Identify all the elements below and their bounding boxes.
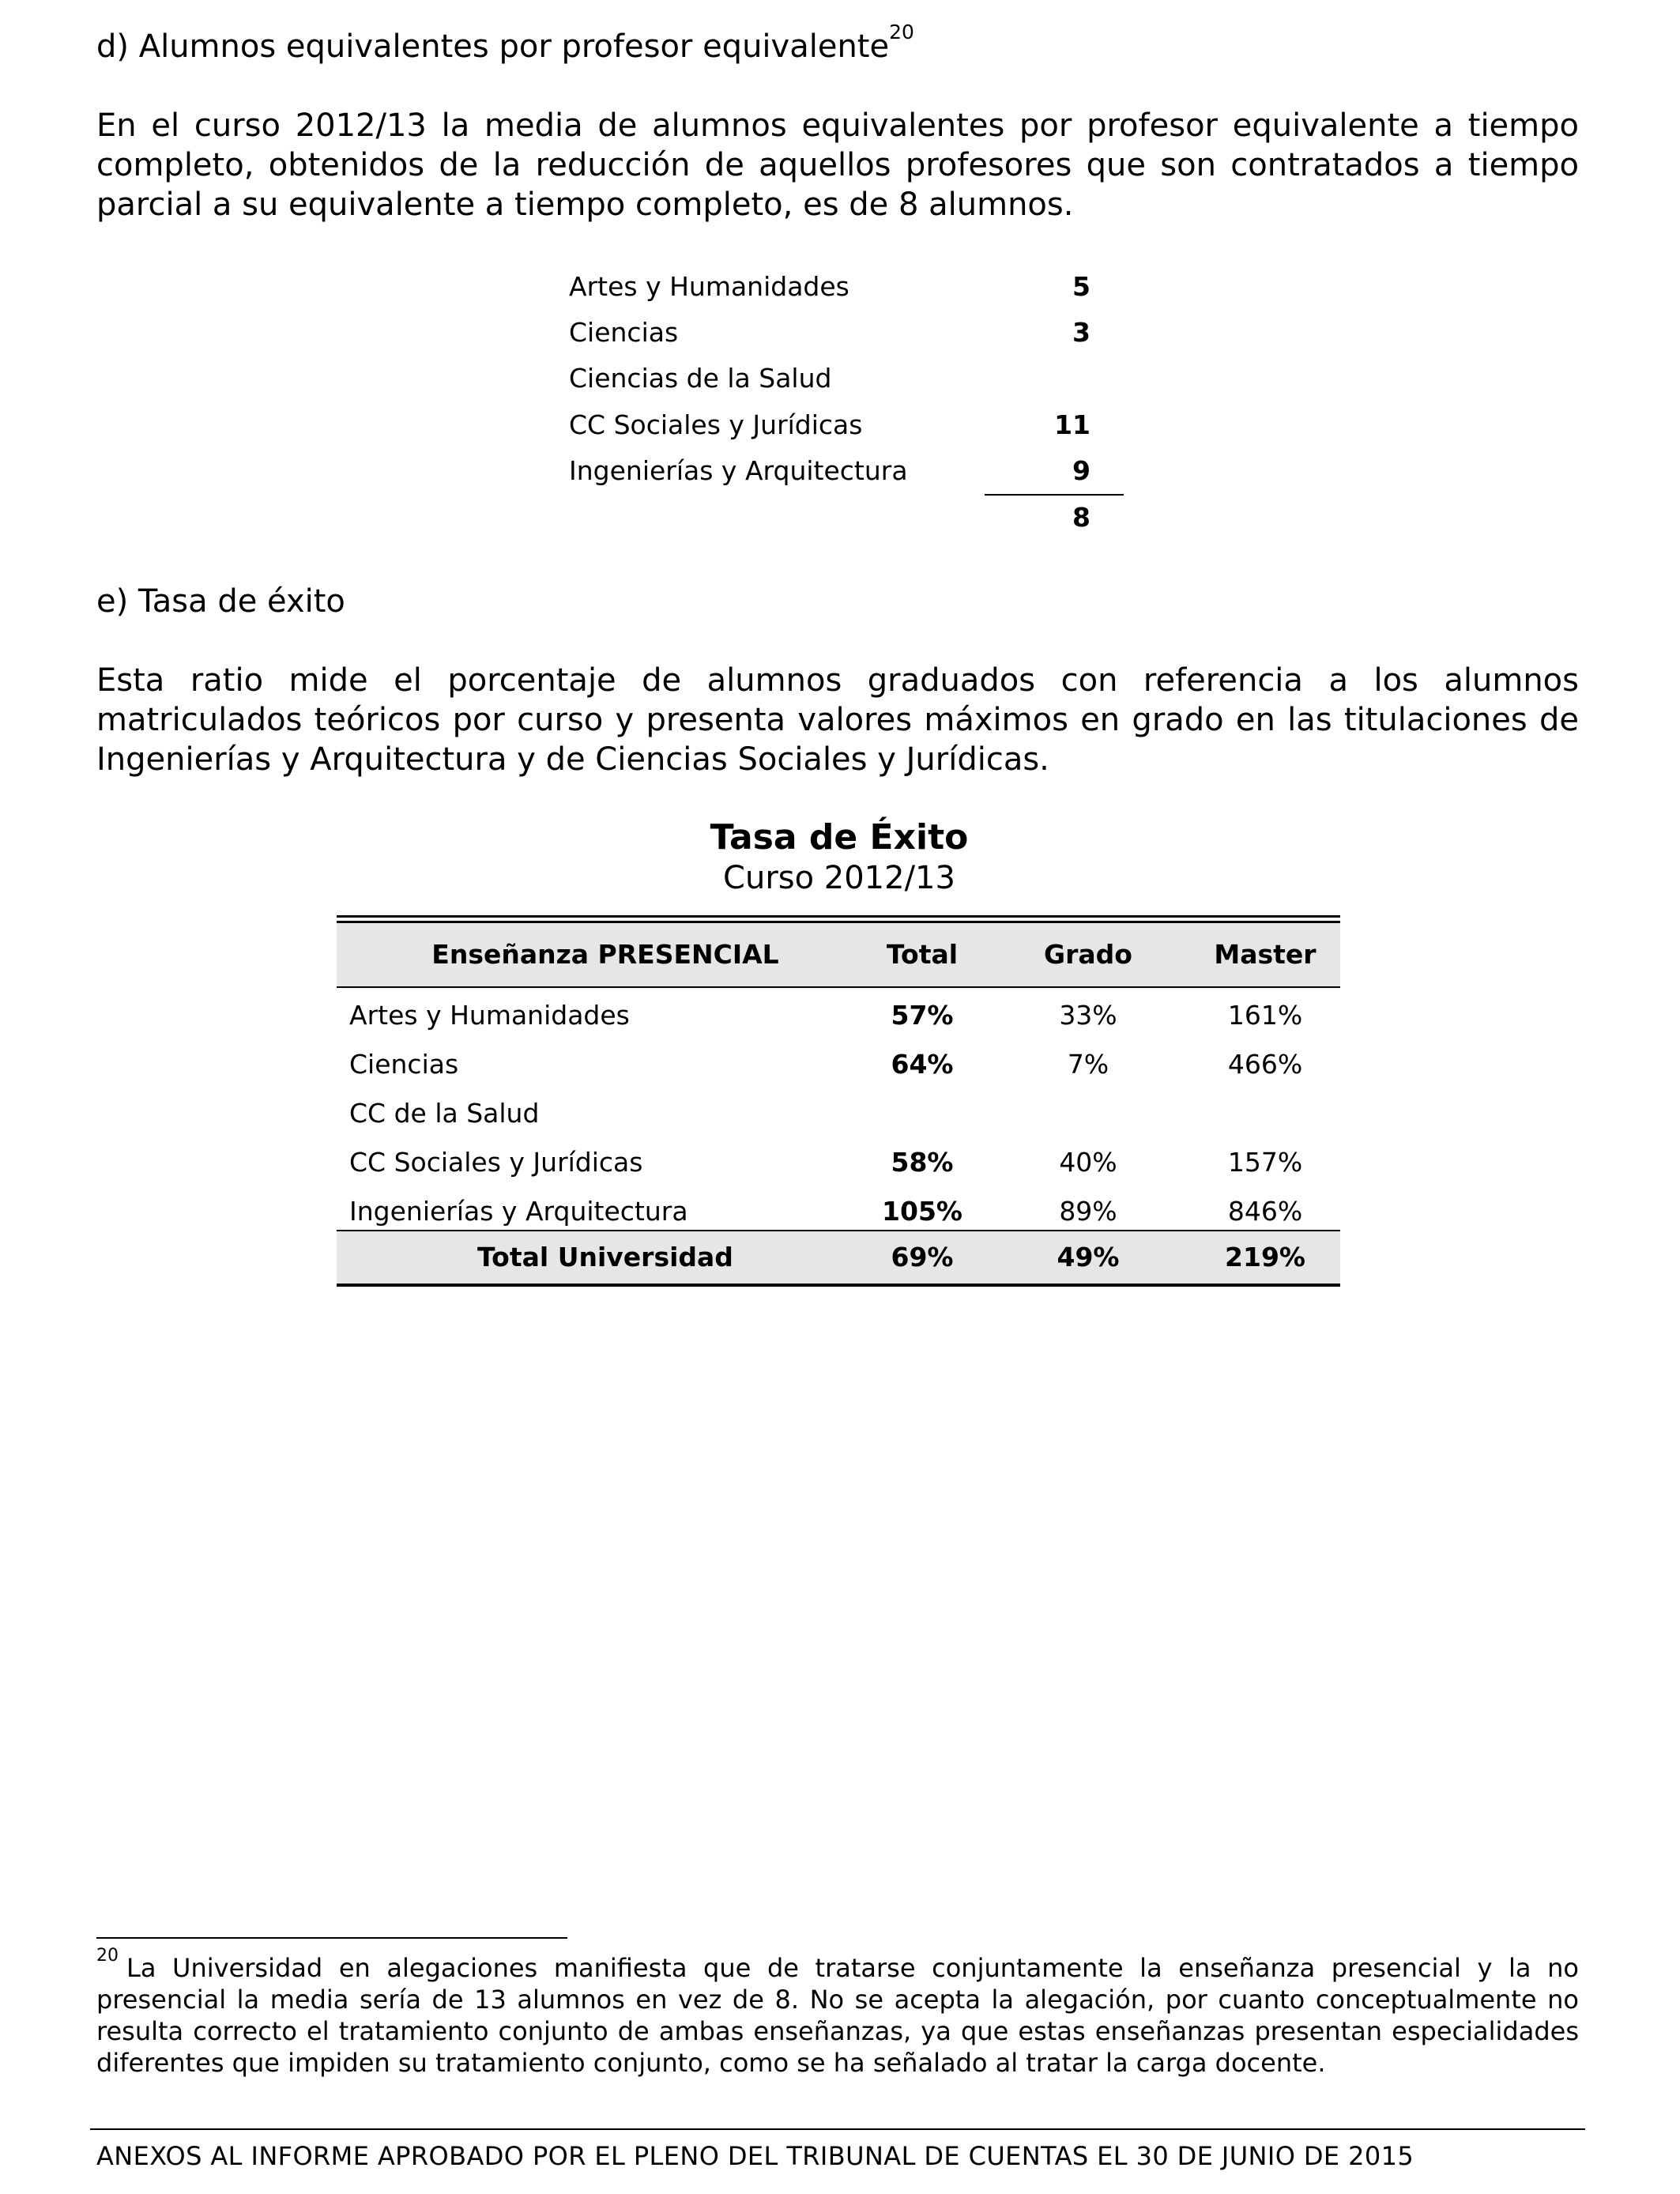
grado-cell: 49% <box>1057 1242 1120 1272</box>
master-cell <box>1202 1089 1328 1138</box>
column-header: Master <box>1214 939 1317 970</box>
ratio-total: 8 <box>1072 502 1090 533</box>
ratio-row <box>569 448 1090 494</box>
ratio-label: Artes y Humanidades <box>569 271 849 302</box>
ratio-label: Ciencias <box>569 317 679 348</box>
row-label: Ciencias <box>349 1049 459 1080</box>
ratio-value: 3 <box>1072 317 1090 348</box>
master-cell: 846% <box>1227 1196 1303 1227</box>
table-row <box>337 991 1340 1040</box>
ratio-row <box>569 356 1090 401</box>
row-label: CC de la Salud <box>349 1098 540 1129</box>
total-cell <box>863 1089 981 1138</box>
section-d-heading: d) Alumnos equivalentes por profesor equivalente$^{20}$ <box>96 21 914 65</box>
footnote-number: 20 <box>96 1946 119 1966</box>
row-label: CC Sociales y Jurídicas <box>349 1147 643 1178</box>
master-cell: 466% <box>1227 1049 1303 1080</box>
total-cell: 105% <box>882 1196 962 1227</box>
ratio-row <box>569 264 1090 310</box>
total-label: Total Universidad <box>477 1242 733 1272</box>
total-cell: 69% <box>891 1242 954 1272</box>
master-cell: 219% <box>1225 1242 1305 1272</box>
ratio-label: Ingenierías y Arquitectura <box>569 455 908 486</box>
total-cell: 57% <box>891 1000 954 1031</box>
table-subtitle: Curso 2012/13 <box>723 860 955 896</box>
footnote-separator <box>96 1937 567 1939</box>
section-d-paragraph: En el curso 2012/13 la media de alumnos equivalentes por profesor equivalente a tiempo completo, obtenidos de la reducción de aquellos profesores que son contratados a tiempo parcial a su equivalente a tiempo completo, es de 8 alumnos. <box>96 107 1579 223</box>
footnote-ref[interactable]: 20 <box>889 21 914 43</box>
table-title: Tasa de Éxito <box>710 817 969 858</box>
grado-cell: 40% <box>1059 1147 1117 1178</box>
column-header: Total <box>886 939 959 970</box>
ratio-row <box>569 310 1090 356</box>
ratio-value: 11 <box>1054 409 1090 440</box>
ratio-row <box>569 402 1090 448</box>
section-e-heading: e) Tasa de éxito <box>96 583 345 620</box>
table-header-row <box>337 923 1340 988</box>
ratio-label: CC Sociales y Jurídicas <box>569 409 863 440</box>
master-cell: 157% <box>1227 1147 1303 1178</box>
grado-cell: 7% <box>1067 1049 1109 1080</box>
page-footer: ANEXOS AL INFORME APROBADO POR EL PLENO DEL TRIBUNAL DE CUENTAS EL 30 DE JUNIO DE 2015 <box>96 2141 1414 2171</box>
total-cell: 64% <box>891 1049 954 1080</box>
row-label: Ingenierías y Arquitectura <box>349 1196 688 1227</box>
grado-cell <box>1037 1089 1139 1138</box>
table-row <box>337 1040 1340 1089</box>
table-row <box>337 1138 1340 1187</box>
row-label: Artes y Humanidades <box>349 1000 630 1031</box>
ratio-value: 9 <box>1072 455 1090 486</box>
section-e-paragraph: Esta ratio mide el porcentaje de alumnos graduados con referencia a los alumnos matriculados teóricos por curso y presenta valores máximos en grado en las titulaciones de Ingenierías y Arquitectura y de Ciencias Sociales y Jurídicas. <box>96 662 1579 778</box>
table-row <box>337 1089 1340 1138</box>
total-cell: 58% <box>891 1147 954 1178</box>
ratio-total-row <box>569 495 1090 541</box>
master-cell: 161% <box>1227 1000 1303 1031</box>
table-row <box>337 1187 1340 1236</box>
column-header: Enseñanza PRESENCIAL <box>431 939 779 970</box>
ratio-label: Ciencias de la Salud <box>569 363 832 394</box>
table-total-row <box>337 1230 1340 1287</box>
ratio-value: 5 <box>1072 271 1090 302</box>
table-rule <box>337 915 1340 918</box>
grado-cell: 89% <box>1059 1196 1117 1227</box>
footer-rule <box>90 2128 1585 2130</box>
footnote <box>96 1946 1579 2079</box>
footnote-text: La Universidad en alegaciones manifiesta que de tratarse conjuntamente la enseñanza presencial y la no presencial la media sería de 13 alumnos en vez de 8. No se acepta la alegación, por cuanto conceptualmente no resulta correcto el tratamiento conjunto de ambas enseñanzas, ya que estas enseñanzas presentan especialidades diferentes que impiden su tratamiento conjunto, como se ha señalado al tratar la carga docente. <box>96 1953 1579 2078</box>
column-header: Grado <box>1044 939 1132 970</box>
grado-cell: 33% <box>1059 1000 1117 1031</box>
